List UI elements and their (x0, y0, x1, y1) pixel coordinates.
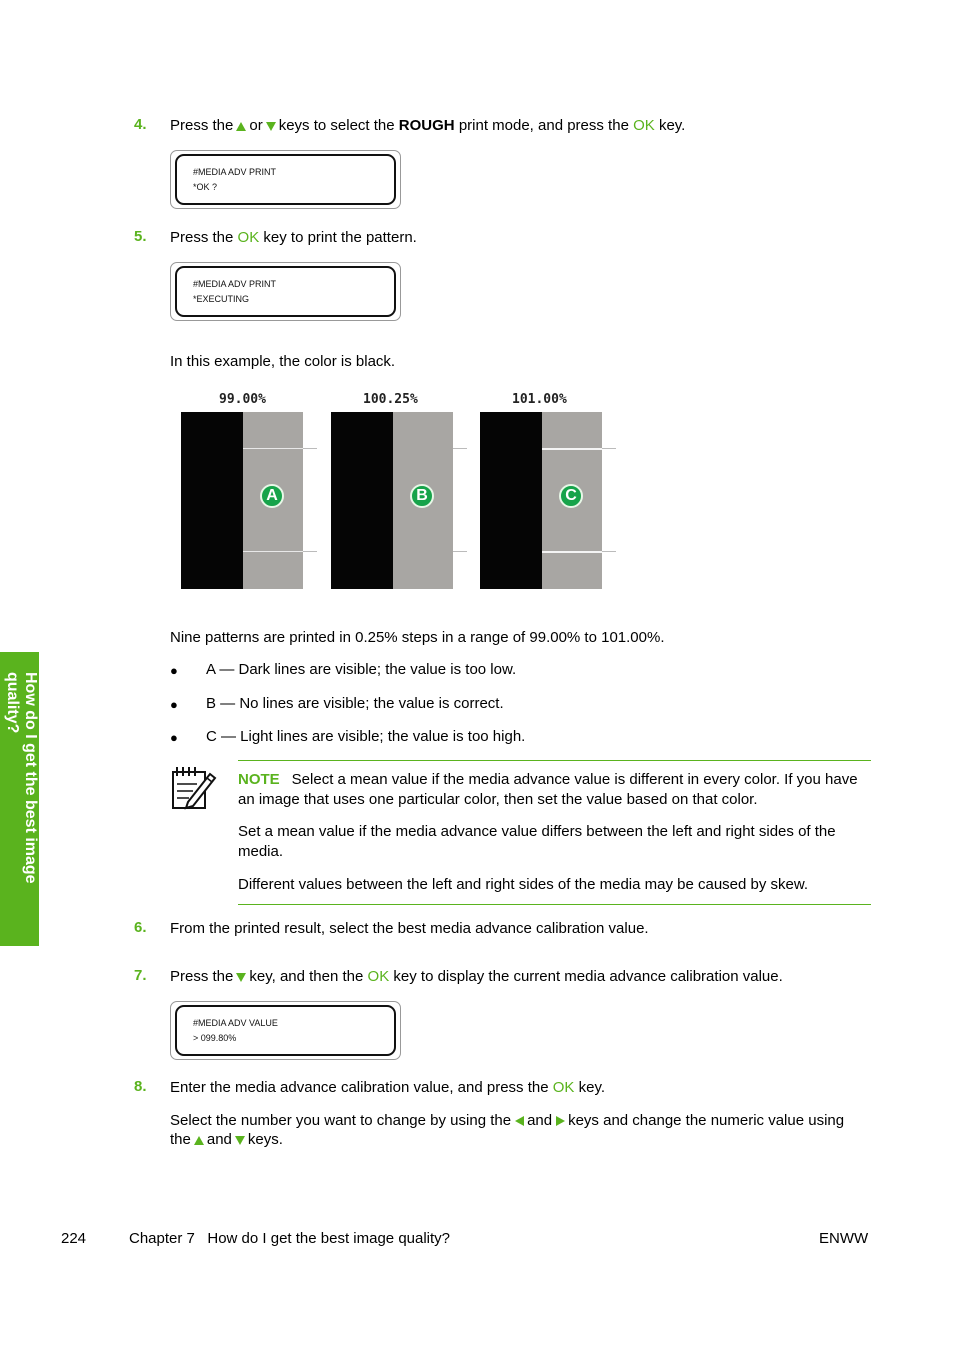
step-8-detail-line-1: Select the number you want to change by using the and keys and change the numeric value using (170, 1112, 845, 1129)
bullet-text-b: B — No lines are visible; the value is correct. (206, 695, 504, 712)
lcd-display-1 (170, 150, 401, 209)
left-arrow-icon (515, 1116, 524, 1126)
footer-chapter: Chapter 7 How do I get the best image quality? (129, 1230, 451, 1247)
note-pad-icon (170, 764, 218, 812)
step-number-5: 5. (134, 228, 147, 245)
right-arrow-icon (556, 1116, 565, 1126)
badge-b: B (410, 484, 434, 508)
step-5-text: Press the OK key to print the pattern. (170, 229, 417, 246)
step-8-text: Enter the media advance calibration value, and press the OK key. (170, 1079, 606, 1096)
up-arrow-icon (236, 122, 246, 131)
down-arrow-icon (266, 122, 276, 131)
step-7-text: Press the key, and then the OK key to display the current media advance calibration value. (170, 968, 783, 985)
side-tab-text: How do I get the best image quality? (4, 672, 39, 884)
lcd-display-2 (170, 262, 401, 321)
example-text: In this example, the color is black. (170, 353, 396, 370)
step-number-7: 7. (134, 967, 147, 984)
step-number-8: 8. (134, 1078, 147, 1095)
note-paragraph-3: Different values between the left and right sides of the media may be caused by skew. (238, 876, 809, 893)
note-paragraph-2: Set a mean value if the media advance value differs between the left and right sides of the media. (238, 823, 836, 860)
step-4-text: Press the or keys to select the ROUGH print mode, and press the OK key. (170, 117, 686, 134)
pattern-label-a: 99.00% (219, 392, 266, 407)
badge-c: C (559, 484, 583, 508)
up-arrow-icon (194, 1136, 204, 1145)
bullet-2: ● (170, 697, 178, 712)
bullet-text-a: A — Dark lines are visible; the value is too low. (206, 661, 517, 678)
pattern-b-black (331, 412, 393, 589)
nine-patterns-text: Nine patterns are printed in 0.25% steps in a range of 99.00% to 101.00%. (170, 629, 665, 646)
lcd-line-1: #MEDIA ADV PRINT (193, 279, 277, 289)
lcd-display-3 (170, 1001, 401, 1060)
lcd-line-2: *EXECUTING (193, 294, 250, 304)
lcd-line-2: *OK ? (193, 182, 218, 192)
down-arrow-icon (235, 1136, 245, 1145)
lcd-line-2: > 099.80% (193, 1033, 237, 1043)
lcd-line-1: #MEDIA ADV PRINT (193, 167, 277, 177)
pattern-label-b: 100.25% (363, 392, 418, 407)
badge-a: A (260, 484, 284, 508)
page-number: 224 (61, 1230, 87, 1247)
lcd-line-1: #MEDIA ADV VALUE (193, 1018, 278, 1028)
down-arrow-icon (236, 973, 246, 982)
note-top-rule (238, 760, 871, 761)
calibration-pattern-figure (170, 385, 630, 597)
note-bottom-rule (238, 904, 871, 905)
step-number-6: 6. (134, 919, 147, 936)
pattern-label-c: 101.00% (512, 392, 567, 407)
pattern-a-black (181, 412, 243, 589)
bullet-1: ● (170, 663, 178, 678)
bullet-text-c: C — Light lines are visible; the value is too high. (206, 728, 526, 745)
chapter-side-tab (0, 652, 39, 946)
note-paragraph-1: NOTE Select a mean value if the media advance value is different in every color. If you have an image that uses one particular color, then set the value based on that color. (238, 771, 858, 808)
pattern-c-black (480, 412, 542, 589)
step-8-detail-line-2: the and keys. (170, 1131, 283, 1148)
footer-right: ENWW (819, 1230, 869, 1247)
step-6-text: From the printed result, select the best media advance calibration value. (170, 920, 649, 937)
step-number-4: 4. (134, 116, 147, 133)
note-label: NOTE (238, 771, 280, 788)
bullet-3: ● (170, 730, 178, 745)
